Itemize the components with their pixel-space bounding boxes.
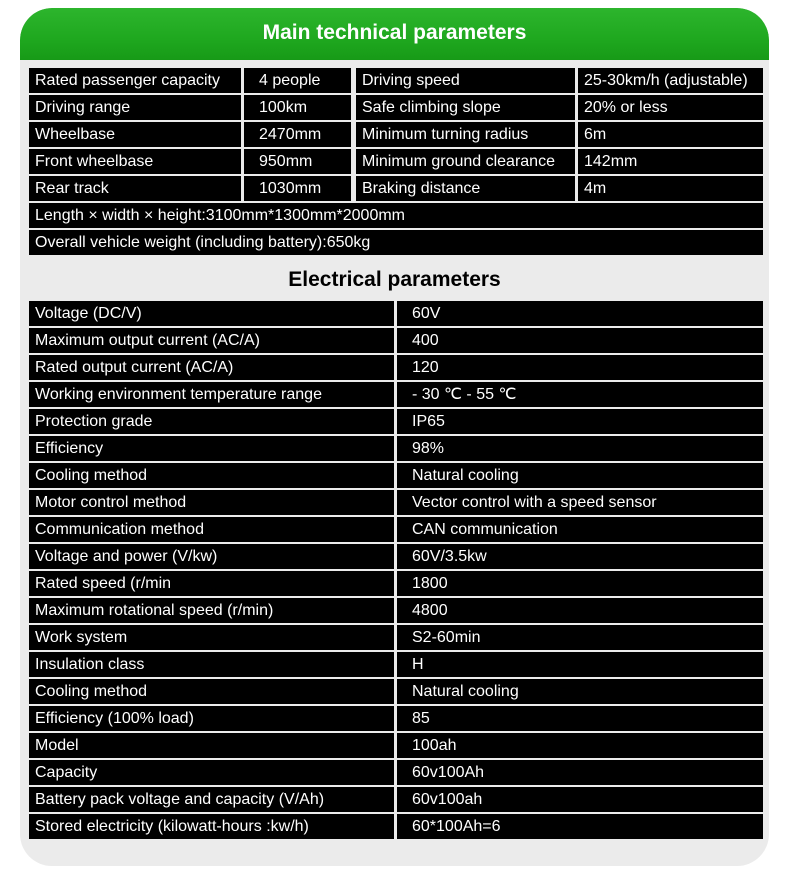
param-value: Vector control with a speed sensor (397, 490, 763, 515)
param-label: Model (29, 733, 394, 758)
param-value: 25-30km/h (adjustable) (578, 68, 763, 93)
section-title: Electrical parameters (288, 268, 501, 291)
table-row (29, 355, 763, 382)
param-value: 100ah (397, 733, 763, 758)
table-row (29, 382, 763, 409)
param-value: 142mm (578, 149, 763, 174)
page-title: Main technical parameters (262, 21, 527, 44)
table-row (29, 68, 763, 95)
table-row-full (29, 203, 763, 230)
param-value: 85 (397, 706, 763, 731)
param-value: CAN communication (397, 517, 763, 542)
param-label: Work system (29, 625, 394, 650)
table-row (29, 176, 763, 203)
param-label: Battery pack voltage and capacity (V/Ah) (29, 787, 394, 812)
table-row (29, 679, 763, 706)
header-banner (20, 8, 769, 60)
table-row (29, 814, 763, 841)
param-label: Insulation class (29, 652, 394, 677)
param-label: Maximum rotational speed (r/min) (29, 598, 394, 623)
param-label: Braking distance (356, 176, 575, 201)
table-row (29, 409, 763, 436)
param-value: 100km (244, 95, 351, 120)
param-label: Rear track (29, 176, 241, 201)
table-row (29, 598, 763, 625)
param-value: IP65 (397, 409, 763, 434)
table-row (29, 571, 763, 598)
param-value: 20% or less (578, 95, 763, 120)
param-label: Motor control method (29, 490, 394, 515)
param-value: 6m (578, 122, 763, 147)
param-value: - 30 ℃ - 55 ℃ (397, 382, 763, 407)
param-label: Rated speed (r/min (29, 571, 394, 596)
param-value: 60V/3.5kw (397, 544, 763, 569)
param-label: Minimum turning radius (356, 122, 575, 147)
table-row (29, 328, 763, 355)
table-row (29, 149, 763, 176)
param-label: Stored electricity (kilowatt-hours :kw/h) (29, 814, 394, 839)
electrical-parameters-table (29, 301, 763, 841)
param-value: 400 (397, 328, 763, 353)
param-value: 4m (578, 176, 763, 201)
param-label: Working environment temperature range (29, 382, 394, 407)
param-label: Wheelbase (29, 122, 241, 147)
param-label: Voltage (DC/V) (29, 301, 394, 326)
param-label: Protection grade (29, 409, 394, 434)
param-label: Capacity (29, 760, 394, 785)
main-parameters-table (29, 68, 763, 257)
table-row (29, 463, 763, 490)
param-label: Cooling method (29, 463, 394, 488)
table-row (29, 625, 763, 652)
param-label: Cooling method (29, 679, 394, 704)
table-row (29, 95, 763, 122)
param-value: 98% (397, 436, 763, 461)
param-value: 950mm (244, 149, 351, 174)
table-row (29, 544, 763, 571)
param-value: 60v100ah (397, 787, 763, 812)
param-label: Safe climbing slope (356, 95, 575, 120)
param-value: 60V (397, 301, 763, 326)
table-row (29, 122, 763, 149)
table-row (29, 490, 763, 517)
weight-value: Overall vehicle weight (including battery):650kg (29, 230, 763, 255)
table-row (29, 652, 763, 679)
param-label: Driving speed (356, 68, 575, 93)
param-label: Efficiency (100% load) (29, 706, 394, 731)
param-value: S2-60min (397, 625, 763, 650)
param-label: Voltage and power (V/kw) (29, 544, 394, 569)
dimensions-value: Length × width × height:3100mm*1300mm*2000mm (29, 203, 763, 228)
param-value: 1030mm (244, 176, 351, 201)
table-row (29, 436, 763, 463)
param-value: H (397, 652, 763, 677)
param-label: Efficiency (29, 436, 394, 461)
table-row (29, 787, 763, 814)
param-value: Natural cooling (397, 679, 763, 704)
spec-card (20, 8, 769, 866)
table-row (29, 706, 763, 733)
param-value: 4800 (397, 598, 763, 623)
param-value: 120 (397, 355, 763, 380)
table-row-full (29, 230, 763, 257)
param-label: Minimum ground clearance (356, 149, 575, 174)
param-label: Front wheelbase (29, 149, 241, 174)
param-label: Rated output current (AC/A) (29, 355, 394, 380)
param-value: Natural cooling (397, 463, 763, 488)
param-value: 4 people (244, 68, 351, 93)
param-value: 1800 (397, 571, 763, 596)
param-value: 60v100Ah (397, 760, 763, 785)
param-value: 2470mm (244, 122, 351, 147)
param-label: Driving range (29, 95, 241, 120)
table-row (29, 733, 763, 760)
param-value: 60*100Ah=6 (397, 814, 763, 839)
param-label: Communication method (29, 517, 394, 542)
table-row (29, 301, 763, 328)
param-label: Maximum output current (AC/A) (29, 328, 394, 353)
table-row (29, 517, 763, 544)
table-row (29, 760, 763, 787)
param-label: Rated passenger capacity (29, 68, 241, 93)
